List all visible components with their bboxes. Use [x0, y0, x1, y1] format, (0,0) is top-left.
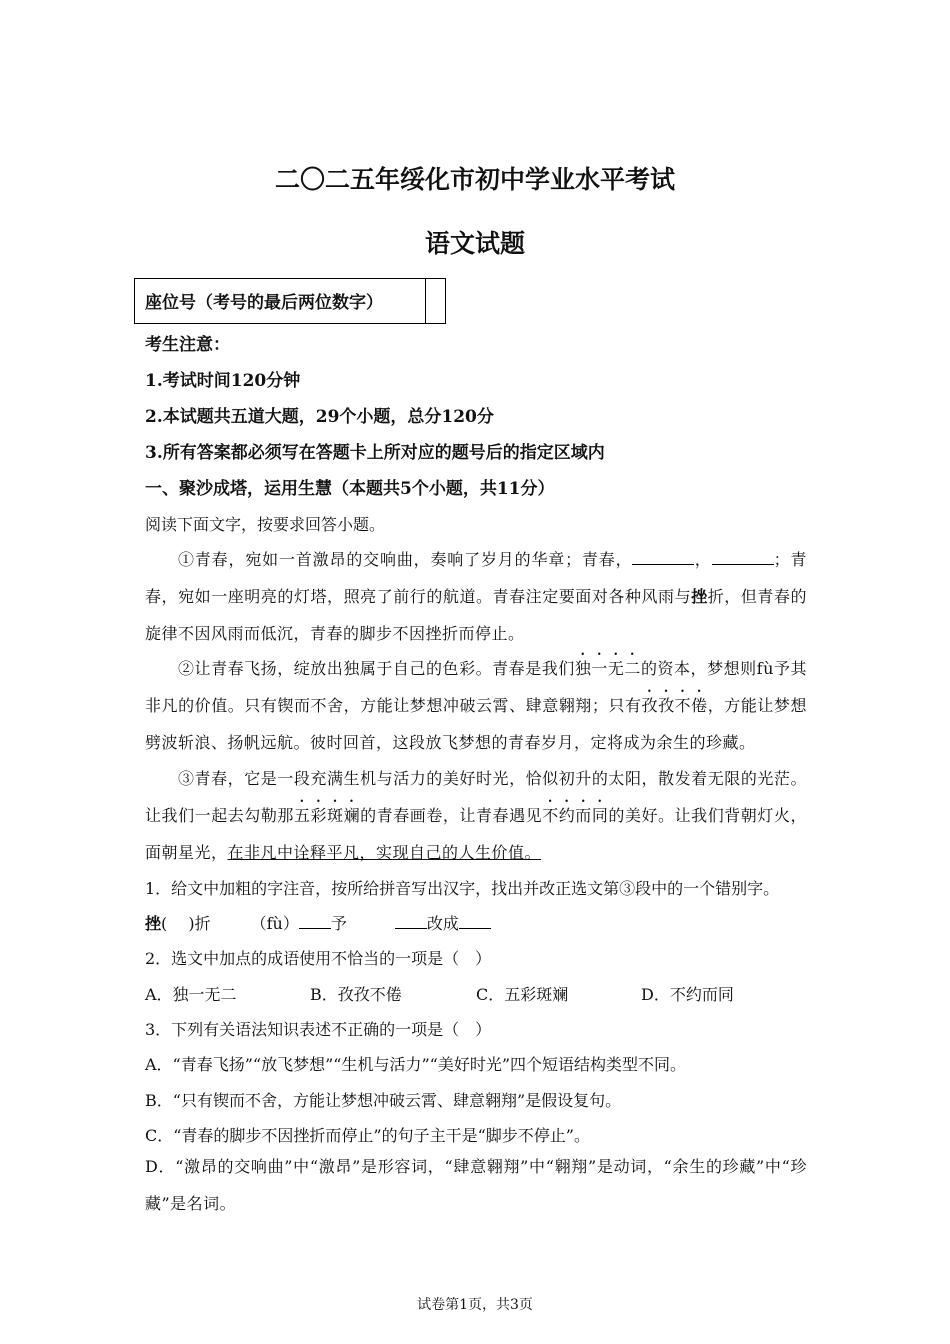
option-a[interactable]: A．“青春飞扬”“放飞梦想”“生机与活力”“美好时光”四个短语结构类型不同。	[145, 1055, 686, 1074]
dotted-idiom: 孜孜不倦	[641, 696, 708, 715]
question-2-stem: 2．选文中加点的成语使用不恰当的一项是（ ）	[145, 949, 492, 968]
text: ，	[694, 550, 712, 569]
question-1-fill	[145, 911, 491, 934]
text: ；青春，宛如一座明亮的灯塔，照亮了前行的航道。青春注定要面对各种风雨与	[145, 550, 807, 606]
subject-title: 语文试题	[424, 229, 525, 258]
option-b[interactable]: B．“只有锲而不舍，方能让梦想冲破云霄、肆意翱翔”是假设复句。	[145, 1091, 622, 1110]
exam-title: 二〇二五年绥化市初中学业水平考试	[274, 165, 675, 194]
bold-char: 挫	[145, 914, 162, 933]
text: ③青春，它是一段充满生机与活力的美好时光，恰似初升的太阳，散发着无限的光茫。让我们一起去勾勒那	[145, 769, 807, 825]
text: 的青春画卷，让青春遇见	[360, 806, 543, 825]
fill-blank[interactable]	[712, 550, 774, 565]
section-heading: 一、聚沙成塔，运用生慧（本题共5个小题，共11分）	[145, 479, 555, 499]
text: 折，但青春的旋律不因风雨而低沉，青春的脚步不因挫折而停止。	[145, 587, 807, 643]
option-d[interactable]: D．“激昂的交响曲”中“激昂”是形容词，“肆意翱翔”中“翱翔”是动词，“余生的珍藏”中“珍藏”是名词。	[145, 1157, 807, 1213]
dotted-idiom: 不约而同	[542, 806, 609, 825]
passage-paragraph-1	[145, 541, 807, 652]
notice-item: 2.本试题共五道大题，29个小题，总分120分	[145, 407, 494, 427]
seat-number-label: 座位号（考号的最后两位数字）	[145, 293, 383, 313]
fill-blank[interactable]	[395, 914, 427, 929]
text: （fù）	[250, 914, 299, 933]
notice-heading: 考生注意：	[145, 335, 230, 355]
notice-item: 1.考试时间120分钟	[145, 371, 301, 391]
text: ②让青春飞扬，绽放出独属于自己的色彩。青春是我们	[178, 659, 575, 678]
passage-paragraph-3	[145, 760, 807, 871]
text: ，方能让梦想劈波斩浪、扬帆远航。彼时回首，这段放飞梦想的青春岁月，定将成为余生的珍藏。	[145, 696, 807, 752]
text: ( )折	[161, 914, 211, 933]
passage-paragraph-2	[145, 650, 807, 761]
seat-number-box	[134, 278, 446, 324]
text: 的美好。让我们背朝灯火，面朝星光，	[145, 806, 807, 862]
option-a[interactable]: A．独一无二	[145, 985, 237, 1004]
fill-blank[interactable]	[459, 914, 491, 929]
dotted-idiom: 独一无二	[574, 659, 641, 678]
option-b[interactable]: B．孜孜不倦	[310, 985, 402, 1004]
text: 予	[330, 914, 347, 933]
notice-item: 3.所有答案都必须写在答题卡上所对应的题号后的指定区域内	[145, 443, 605, 463]
fill-blank[interactable]	[299, 914, 331, 929]
text: 改成	[426, 914, 459, 933]
reading-intro: 阅读下面文字，按要求回答小题。	[145, 515, 386, 534]
text: ①青春，宛如一首激昂的交响曲，奏响了岁月的华章；青春，	[178, 550, 633, 569]
option-c[interactable]: C．五彩斑斓	[476, 985, 569, 1004]
page-footer: 试卷第1页，共3页	[417, 1297, 533, 1313]
question-1-stem: 1．给文中加粗的字注音，按所给拼音写出汉字，找出并改正选文第③段中的一个错别字。	[145, 879, 780, 898]
option-d[interactable]: D．不约而同	[641, 985, 734, 1004]
underlined-sentence: 在非凡中诠释平凡，实现自己的人生价值。	[227, 843, 542, 862]
question-3-stem: 3．下列有关语法知识表述不正确的一项是（ ）	[145, 1020, 492, 1039]
fill-blank[interactable]	[632, 550, 694, 565]
option-c[interactable]: C．“青春的脚步不因挫折而停止”的句子主干是“脚步不停止”。	[145, 1126, 590, 1145]
seat-number-cell	[425, 279, 445, 323]
bold-char: 挫	[691, 587, 708, 606]
text: 的资本，梦想则fù予其非凡的价值。只有锲而不舍，方能让梦想冲破云霄、肆意翱翔；只有	[145, 659, 807, 715]
dotted-idiom: 五彩斑斓	[293, 806, 361, 825]
